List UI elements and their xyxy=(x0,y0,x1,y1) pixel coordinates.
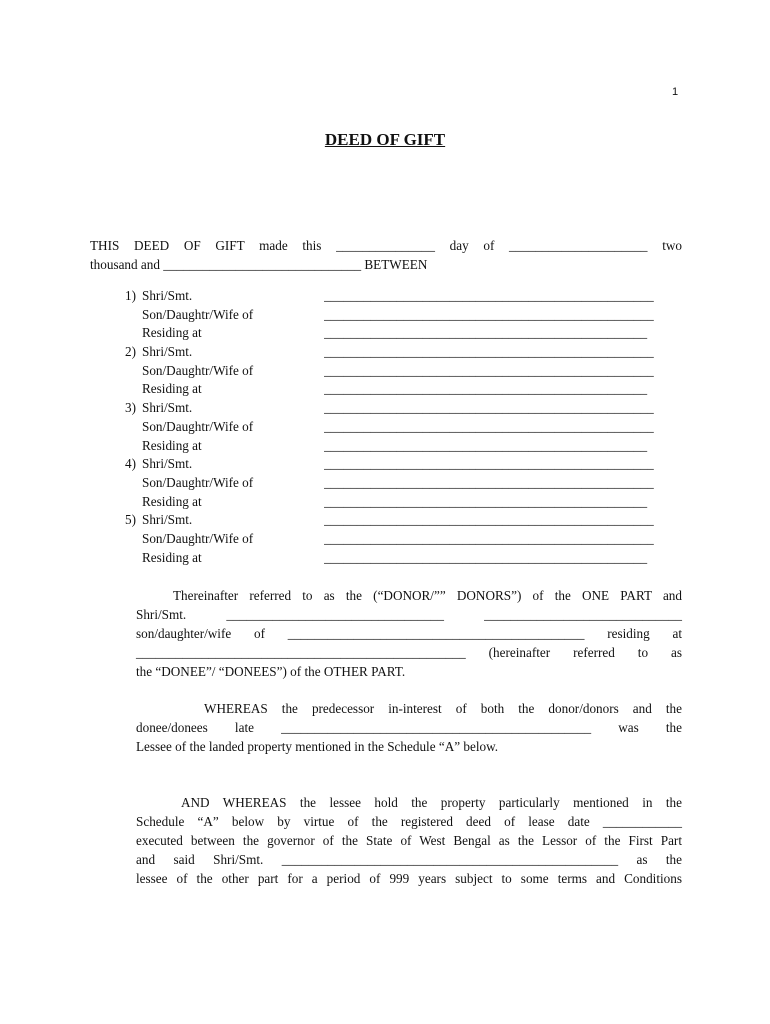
party-row xyxy=(110,511,684,530)
intro-line-2: thousand and ______________________________ BETWEEN xyxy=(90,256,428,272)
donor-line-4: __________________________________________________ (hereinafter referred to as xyxy=(136,644,682,660)
party-residing-label: Residing at xyxy=(142,437,202,453)
and-whereas-line-3: executed between the governor of the State of West Bengal as the Lessor of the First Part xyxy=(136,832,682,848)
donor-line-3: son/daughter/wife of _____________________________________________ residing at xyxy=(136,625,682,641)
party-name-label: Shri/Smt. xyxy=(142,456,193,472)
and-whereas-line-2: Schedule “A” below by virtue of the registered deed of lease date ____________ xyxy=(136,813,682,829)
and-whereas-line-4: and said Shri/Smt. ___________________________________________________ as the xyxy=(136,851,682,867)
party-row xyxy=(110,306,684,325)
party-relation-label: Son/Daughtr/Wife of xyxy=(142,530,254,546)
party-residing-blank[interactable]: _________________________________________________ xyxy=(324,325,648,341)
donor-line-2: Shri/Smt. _________________________________ ______________________________ xyxy=(136,606,682,622)
party-row xyxy=(110,380,684,399)
and-whereas-paragraph xyxy=(136,794,682,889)
intro-paragraph xyxy=(90,237,682,275)
party-row xyxy=(110,549,684,568)
party-row xyxy=(110,399,684,418)
donor-line-1: Thereinafter referred to as the (“DONOR/”” DONORS”) of the ONE PART and xyxy=(173,588,682,603)
donor-line-5: the “DONEE”/ “DONEES”) of the OTHER PART. xyxy=(136,663,406,679)
party-row xyxy=(110,343,684,362)
party-number: 1) xyxy=(125,288,136,303)
intro-line-1: THIS DEED OF GIFT made this _______________ day of _____________________ two xyxy=(90,238,682,253)
party-relation-blank[interactable]: __________________________________________________ xyxy=(324,474,654,490)
and-whereas-line-1: AND WHEREAS the lessee hold the property particularly mentioned in the xyxy=(181,795,682,810)
party-number: 5) xyxy=(125,512,136,528)
party-row xyxy=(110,324,684,343)
party-residing-blank[interactable]: _________________________________________________ xyxy=(324,493,648,509)
party-row xyxy=(110,493,684,512)
party-relation-label: Son/Daughtr/Wife of xyxy=(142,362,254,378)
parties-list xyxy=(110,287,684,567)
party-name-blank[interactable]: __________________________________________________ xyxy=(324,456,654,472)
party-relation-blank[interactable]: __________________________________________________ xyxy=(324,362,654,378)
party-row xyxy=(110,362,684,381)
party-relation-label: Son/Daughtr/Wife of xyxy=(142,418,254,434)
party-row xyxy=(110,455,684,474)
party-relation-blank[interactable]: __________________________________________________ xyxy=(324,530,654,546)
whereas-paragraph xyxy=(136,700,682,757)
party-number: 2) xyxy=(125,344,136,360)
party-name-blank[interactable]: __________________________________________________ xyxy=(324,344,654,360)
party-number: 4) xyxy=(125,456,136,472)
party-residing-blank[interactable]: _________________________________________________ xyxy=(324,549,648,565)
party-name-label: Shri/Smt. xyxy=(142,288,193,303)
whereas-line-1: WHEREAS the predecessor in-interest of both the donor/donors and the xyxy=(204,701,682,716)
whereas-line-2: donee/donees late _______________________________________________ was the xyxy=(136,719,682,735)
party-residing-label: Residing at xyxy=(142,493,202,509)
party-residing-blank[interactable]: _________________________________________________ xyxy=(324,381,648,397)
party-name-blank[interactable]: __________________________________________________ xyxy=(324,512,654,528)
party-name-label: Shri/Smt. xyxy=(142,512,193,528)
party-name-blank[interactable]: __________________________________________________ xyxy=(324,288,654,303)
whereas-line-3: Lessee of the landed property mentioned in the Schedule “A” below. xyxy=(136,738,499,754)
party-name-label: Shri/Smt. xyxy=(142,344,193,360)
party-residing-label: Residing at xyxy=(142,381,202,397)
party-name-label: Shri/Smt. xyxy=(142,400,193,416)
page-number: 1 xyxy=(672,86,679,98)
party-relation-label: Son/Daughtr/Wife of xyxy=(142,306,254,322)
party-number: 3) xyxy=(125,400,136,416)
donor-paragraph xyxy=(136,587,682,682)
party-row xyxy=(110,437,684,456)
party-row xyxy=(110,474,684,493)
party-residing-label: Residing at xyxy=(142,549,202,565)
party-name-blank[interactable]: __________________________________________________ xyxy=(324,400,654,416)
party-residing-label: Residing at xyxy=(142,325,202,341)
party-relation-label: Son/Daughtr/Wife of xyxy=(142,474,254,490)
party-relation-blank[interactable]: __________________________________________________ xyxy=(324,418,654,434)
party-row xyxy=(110,418,684,437)
party-relation-blank[interactable]: __________________________________________________ xyxy=(324,306,654,322)
party-row xyxy=(110,287,684,306)
document-title: DEED OF GIFT xyxy=(324,130,446,149)
and-whereas-line-5: lessee of the other part for a period of 999 years subject to some terms and Conditions xyxy=(136,870,682,886)
party-row xyxy=(110,530,684,549)
party-residing-blank[interactable]: _________________________________________________ xyxy=(324,437,648,453)
